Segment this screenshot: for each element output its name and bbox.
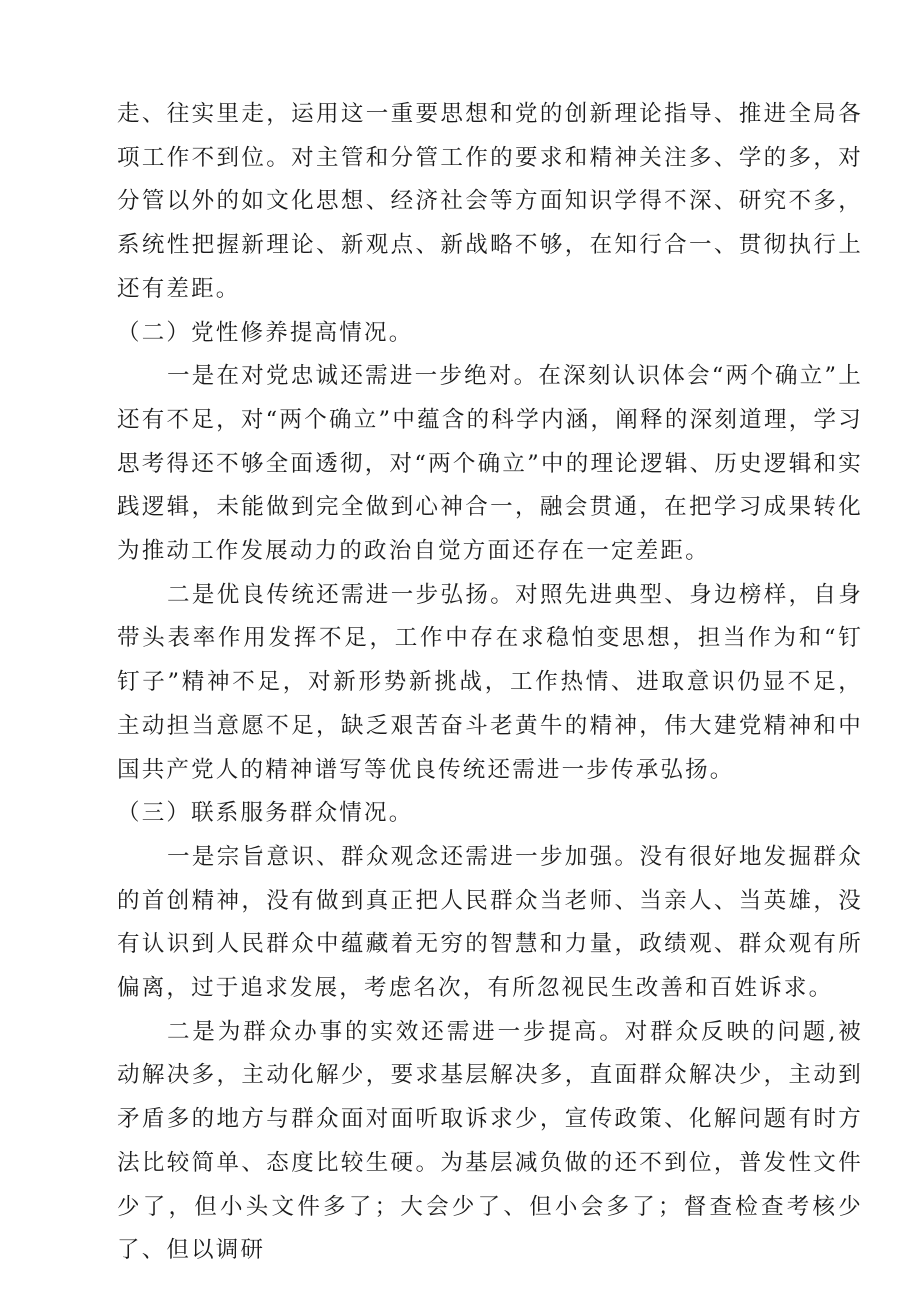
body-paragraph-loyalty: 一是在对党忠诚还需进一步绝对。在深刻认识体会“两个确立”上还有不足，对“两个确立”中蕴含的科学内涵，阐释的深刻道理，学习思考得还不够全面透彻，对“两个确立”中的理论逻辑、历史逻辑和实践逻辑，未能做到完全做到心神合一，融会贯通，在把学习成果转化为推动工作发展动力的政治自觉方面还存在一定差距。 — [117, 363, 863, 565]
body-paragraph-continued: 走、往实里走，运用这一重要思想和党的创新理论指导、推进全局各项工作不到位。对主管和分管工作的要求和精神关注多、学的多，对分管以外的如文化思想、经济社会等方面知识学得不深、研究不多，系统性把握新理论、新观点、新战略不够，在知行合一、贯彻执行上还有差距。 — [117, 101, 863, 302]
body-paragraph-tradition: 二是优良传统还需进一步弘扬。对照先进典型、身边榜样，自身带头表率作用发挥不足，工作中存在求稳怕变思想，担当作为和“钉钉子”精神不足，对新形势新挑战，工作热情、进取意识仍显不足，主动担当意愿不足，缺乏艰苦奋斗老黄牛的精神，伟大建党精神和中国共产党人的精神谱写等优良传统还需进一步传承弘扬。 — [117, 581, 863, 783]
body-paragraph-purpose-awareness: 一是宗旨意识、群众观念还需进一步加强。没有很好地发掘群众的首创精神，没有做到真正把人民群众当老师、当亲人、当英雄，没有认识到人民群众中蕴藏着无穷的智慧和力量，政绩观、群众观有所偏离，过于追求发展，考虑名次，有所忽视民生改善和百姓诉求。 — [117, 843, 863, 1002]
section-heading-party-spirit: （二）党性修养提高情况。 — [117, 319, 414, 346]
document-body — [117, 93, 863, 1273]
body-paragraph-effectiveness: 二是为群众办事的实效还需进一步提高。对群众反映的问题,被动解决多，主动化解少，要求基层解决多，直面群众解决少，主动到矛盾多的地方与群众面对面听取诉求少，宣传政策、化解问题有时方法比较简单、态度比较生硬。为基层减负做的还不到位，普发性文件少了，但小头文件多了；大会少了、但小会多了；督查检查考核少了、但以调研 — [117, 1018, 863, 1264]
section-heading-serving-masses: （三）联系服务群众情况。 — [117, 800, 414, 827]
